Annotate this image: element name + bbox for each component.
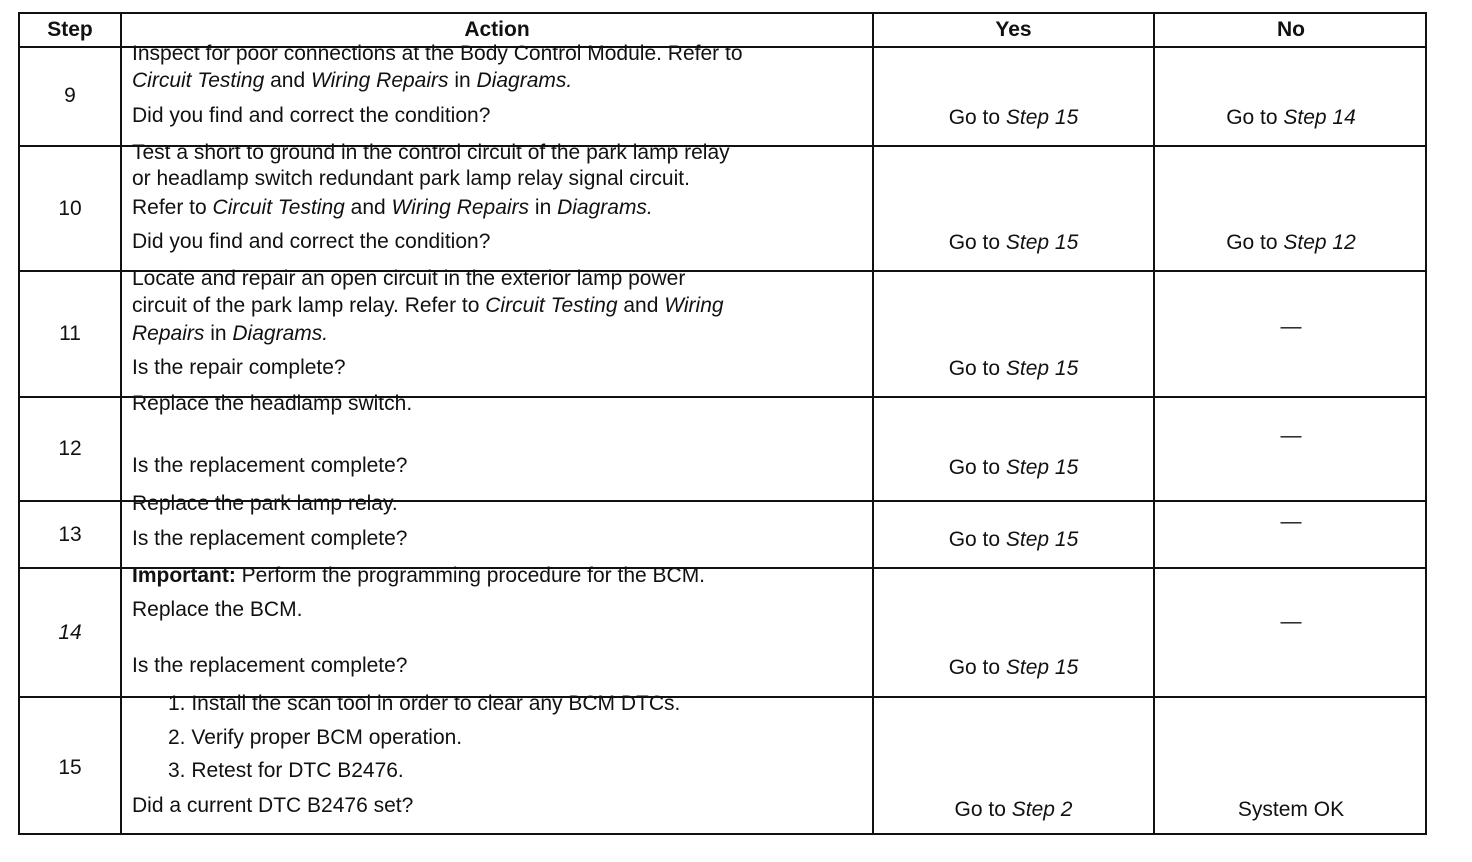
text-segment: and: [344, 196, 392, 219]
text-segment: Go to: [954, 798, 1012, 821]
text-segment: —: [1280, 610, 1302, 633]
text-segment: Go to: [948, 656, 1006, 679]
header-action: Action: [464, 18, 530, 41]
text-segment: System OK: [1237, 798, 1345, 821]
text-segment: Inspect for poor connections at the Body Control Module. Refer to: [132, 42, 743, 65]
step-number: 13: [58, 522, 82, 546]
yes-cell: [874, 656, 1153, 680]
no-cell: [1155, 315, 1427, 339]
text-segment: Replace the park lamp relay.: [132, 492, 398, 515]
no-cell: [1155, 610, 1427, 634]
action-line: [132, 454, 407, 478]
text-segment: Step 15: [1005, 528, 1079, 551]
action-line: [132, 141, 730, 165]
text-segment: Is the replacement complete?: [132, 654, 408, 677]
action-line: [168, 759, 404, 783]
text-segment: in: [448, 69, 477, 92]
text-segment: 2. Verify proper BCM operation.: [168, 726, 463, 749]
text-segment: Is the replacement complete?: [132, 454, 408, 477]
text-segment: and: [264, 69, 311, 92]
text-segment: Go to: [948, 456, 1006, 479]
action-line: [132, 564, 705, 588]
text-segment: Wiring: [664, 294, 724, 317]
text-segment: Wiring Repairs: [391, 196, 530, 219]
action-line: [132, 492, 398, 516]
text-segment: Step 14: [1283, 106, 1356, 129]
no-cell: [1155, 231, 1427, 255]
action-line: [132, 392, 412, 416]
text-segment: Go to: [948, 357, 1006, 380]
yes-cell: [874, 456, 1153, 480]
text-segment: Diagrams.: [476, 69, 573, 92]
step-number: 11: [59, 322, 81, 345]
action-line: [132, 267, 685, 291]
text-segment: Did a current DTC B2476 set?: [132, 794, 414, 817]
text-segment: Replace the headlamp switch.: [132, 392, 413, 415]
no-cell: [1155, 510, 1427, 534]
text-segment: in: [204, 322, 233, 345]
header-step: Step: [47, 18, 93, 41]
action-line: [132, 167, 690, 191]
text-segment: Go to: [1226, 106, 1284, 129]
action-line: [168, 726, 462, 750]
text-segment: Go to: [948, 528, 1006, 551]
text-segment: Is the repair complete?: [132, 356, 346, 379]
action-line: [132, 69, 572, 93]
step-number: 12: [58, 437, 82, 460]
yes-cell: [874, 528, 1153, 552]
text-segment: Step 12: [1283, 231, 1356, 254]
action-line: [132, 196, 653, 220]
action-line: [132, 598, 302, 622]
text-segment: Diagrams.: [557, 196, 653, 219]
action-line: [132, 42, 743, 66]
text-segment: 1. Install the scan tool in order to clear any BCM DTCs.: [168, 692, 681, 715]
text-segment: Repairs: [132, 322, 205, 345]
header-yes: Yes: [995, 18, 1032, 41]
text-segment: Go to: [948, 231, 1006, 254]
text-segment: 3. Retest for DTC B2476.: [168, 759, 404, 782]
column-divider: [120, 14, 122, 833]
text-segment: or headlamp switch redundant park lamp relay signal circuit.: [132, 167, 690, 190]
no-cell: [1155, 798, 1427, 822]
diagnostic-table: [18, 12, 1427, 835]
action-line: [132, 654, 407, 678]
action-line: [132, 356, 346, 380]
text-segment: Wiring Repairs: [311, 69, 449, 92]
yes-cell: [874, 357, 1153, 381]
text-segment: Step 2: [1011, 798, 1073, 821]
action-line: [168, 692, 680, 716]
text-segment: Step 15: [1005, 656, 1079, 679]
text-segment: Step 15: [1005, 456, 1079, 479]
action-line: [132, 794, 413, 818]
no-cell: [1155, 106, 1427, 130]
text-segment: Did you find and correct the condition?: [132, 230, 491, 253]
text-segment: Did you find and correct the condition?: [132, 104, 491, 127]
text-segment: Is the replacement complete?: [132, 527, 408, 550]
step-number: 15: [58, 755, 82, 779]
text-segment: and: [617, 294, 665, 317]
action-line: [132, 322, 328, 346]
step-number: 9: [64, 84, 76, 107]
text-segment: Circuit Testing: [485, 294, 618, 317]
yes-cell: [874, 106, 1153, 130]
yes-cell: [874, 798, 1153, 822]
text-segment: Test a short to ground in the control circuit of the park lamp relay: [132, 141, 730, 164]
text-segment: Replace the BCM.: [132, 598, 303, 621]
text-segment: —: [1280, 424, 1302, 447]
text-segment: Go to: [948, 106, 1006, 129]
text-segment: Refer to: [132, 196, 213, 219]
text-segment: in: [529, 196, 558, 219]
step-number: 14: [58, 620, 82, 644]
text-segment: —: [1280, 510, 1302, 533]
action-line: [132, 294, 724, 318]
text-segment: Important:: [132, 564, 236, 587]
text-segment: Step 15: [1005, 106, 1079, 129]
text-segment: Go to: [1226, 231, 1284, 254]
text-segment: Perform the programming procedure for the BCM.: [235, 564, 706, 587]
header-no: No: [1277, 18, 1305, 41]
text-segment: —: [1280, 315, 1302, 338]
column-divider: [872, 14, 874, 833]
text-segment: Step 15: [1005, 357, 1079, 380]
action-line: [132, 527, 407, 551]
step-number: 10: [58, 196, 82, 220]
text-segment: Circuit Testing: [132, 69, 265, 92]
text-segment: Circuit Testing: [212, 196, 345, 219]
action-line: [132, 230, 490, 254]
text-segment: circuit of the park lamp relay. Refer to: [132, 294, 486, 317]
action-line: [132, 104, 490, 128]
text-segment: Step 15: [1005, 231, 1079, 254]
text-segment: Locate and repair an open circuit in the exterior lamp power: [132, 267, 686, 290]
yes-cell: [874, 231, 1153, 255]
no-cell: [1155, 424, 1427, 448]
text-segment: Diagrams.: [232, 322, 329, 345]
